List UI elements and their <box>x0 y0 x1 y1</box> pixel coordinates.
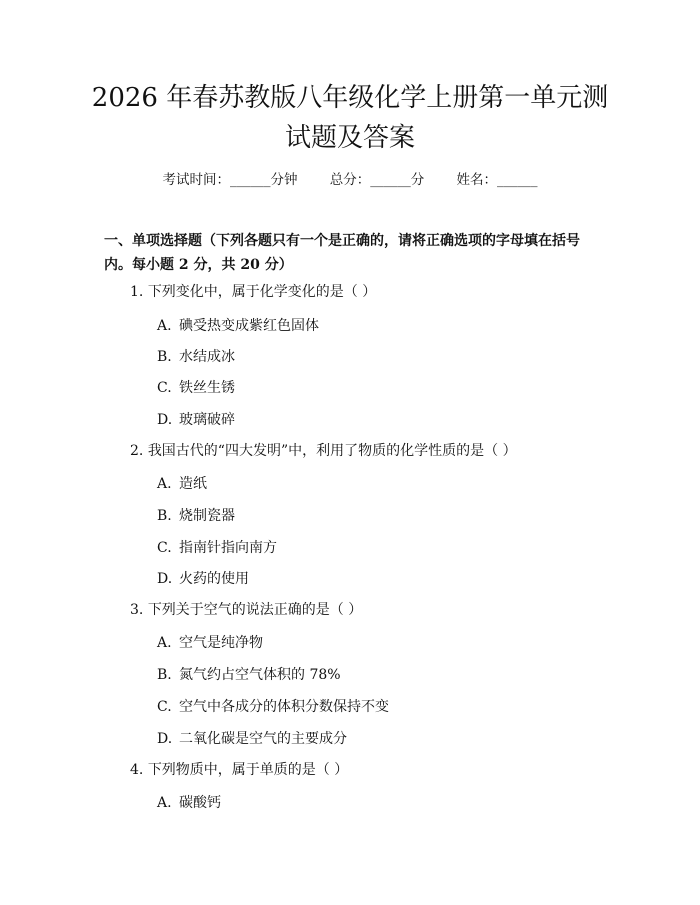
option <box>157 792 221 812</box>
option-letter: B. <box>157 508 172 524</box>
option <box>157 664 341 684</box>
question-text: 下列物质中，属于单质的是（ ） <box>147 762 349 778</box>
option-text: 指南针指向南方 <box>179 540 277 556</box>
option-letter: B. <box>157 349 172 365</box>
option <box>157 632 263 652</box>
option-letter: D. <box>157 571 173 587</box>
option <box>157 377 235 397</box>
option <box>157 505 235 525</box>
exam-score: 总分：______分 <box>329 172 425 188</box>
exam-time: 考试时间：______分钟 <box>162 172 298 188</box>
option-text: 火药的使用 <box>179 571 249 587</box>
option <box>157 346 235 366</box>
option-letter: D. <box>157 731 173 747</box>
option-letter: A. <box>157 476 172 492</box>
document-title <box>60 78 640 158</box>
option-text: 烧制瓷器 <box>179 508 235 524</box>
option-text: 碳酸钙 <box>179 795 221 811</box>
option-text: 空气是纯净物 <box>179 635 263 651</box>
option-letter: C. <box>157 699 172 715</box>
option <box>157 696 389 716</box>
question-number: 3. <box>130 602 144 618</box>
option-text: 空气中各成分的体积分数保持不变 <box>179 699 389 715</box>
option-text: 水结成冰 <box>179 349 235 365</box>
option <box>157 568 249 588</box>
question-text: 下列关于空气的说法正确的是（ ） <box>147 602 363 618</box>
option-letter: C. <box>157 380 172 396</box>
option-text: 二氧化碳是空气的主要成分 <box>179 731 347 747</box>
option-letter: A. <box>157 795 172 811</box>
question-text: 我国古代的“四大发明”中，利用了物质的化学性质的是（ ） <box>147 443 517 459</box>
option-letter: A. <box>157 635 172 651</box>
option <box>157 409 235 429</box>
option-letter: A. <box>157 318 172 334</box>
question-number: 4. <box>130 762 144 778</box>
option <box>157 315 319 335</box>
option <box>157 537 277 557</box>
student-name: 姓名：______ <box>456 172 538 188</box>
option-letter: B. <box>157 667 172 683</box>
question-1 <box>130 281 376 301</box>
question-2 <box>130 440 517 460</box>
option-text: 玻璃破碎 <box>179 412 235 428</box>
option-text: 铁丝生锈 <box>179 380 235 396</box>
question-number: 2. <box>130 443 144 459</box>
title-line-2: 试题及答案 <box>284 123 415 153</box>
question-text: 下列变化中，属于化学变化的是（ ） <box>147 284 377 300</box>
exam-info <box>0 168 700 188</box>
section-heading: 一、单项选择题（下列各题只有一个是正确的，请将正确选项的字母填在括号内。每小题 2 分，共 20 分） <box>104 233 580 273</box>
question-4 <box>130 759 348 779</box>
option-letter: C. <box>157 540 172 556</box>
option-text: 造纸 <box>179 476 207 492</box>
option-text: 碘受热变成紫红色固体 <box>179 318 319 334</box>
option <box>157 728 347 748</box>
option-text: 氮气约占空气体积的 78% <box>179 667 341 683</box>
option-letter: D. <box>157 412 173 428</box>
question-number: 1. <box>130 284 144 300</box>
question-3 <box>130 599 362 619</box>
option <box>157 473 207 493</box>
title-line-1: 2026 年春苏教版八年级化学上册第一单元测 <box>91 83 609 113</box>
